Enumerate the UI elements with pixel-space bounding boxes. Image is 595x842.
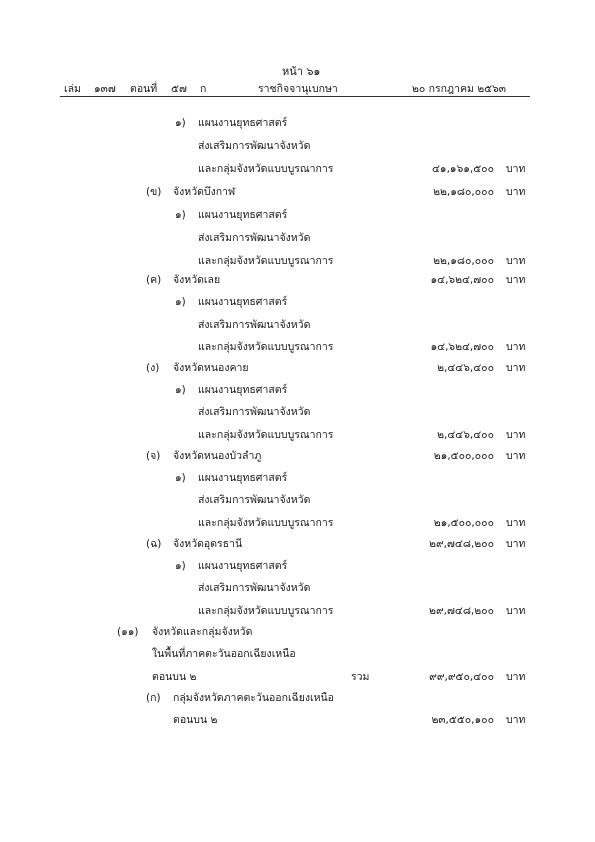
item-text: และกลุ่มจังหวัดแบบบูรณาการ <box>198 163 334 175</box>
item-amount: ๔๑,๑๖๑,๕๐๐ <box>431 163 494 175</box>
item-unit: บาท <box>506 517 526 529</box>
issue-label: ตอนที่ <box>130 83 158 95</box>
item-unit: บาท <box>506 255 526 267</box>
item-text: ส่งเสริมการพัฒนาจังหวัด <box>198 494 311 506</box>
item-unit: บาท <box>506 605 526 617</box>
volume-label: เล่ม <box>64 83 81 95</box>
item-text: ส่งเสริมการพัฒนาจังหวัด <box>198 582 311 594</box>
province-number: (ข) <box>146 186 162 198</box>
province-amount: ๑๔,๖๒๔,๗๐๐ <box>430 274 494 286</box>
province-unit: บาท <box>506 186 526 198</box>
item-text: และกลุ่มจังหวัดแบบบูรณาการ <box>198 341 334 353</box>
province-number: (จ) <box>146 450 161 462</box>
subgroup-title: ตอนบน ๒ <box>173 714 218 726</box>
province-amount: ๒๒,๑๘๐,๐๐๐ <box>433 186 494 198</box>
province-unit: บาท <box>506 362 526 374</box>
item-text: ส่งเสริมการพัฒนาจังหวัด <box>198 406 311 418</box>
item-amount: ๒๙,๗๔๘,๒๐๐ <box>429 605 494 617</box>
subgroup-amount: ๒๓,๕๕๐,๑๐๐ <box>431 714 494 726</box>
province-name: จังหวัดหนองคาย <box>173 362 249 374</box>
total-label: รวม <box>351 671 370 683</box>
item-number: ๑) <box>175 384 186 396</box>
province-amount: ๒,๔๔๖,๔๐๐ <box>437 362 494 374</box>
province-amount: ๒๙,๗๔๘,๒๐๐ <box>429 538 494 550</box>
item-number: ๑) <box>175 472 186 484</box>
item-unit: บาท <box>506 341 526 353</box>
province-number: (ค) <box>146 274 162 286</box>
item-text: แผนงานยุทธศาสตร์ <box>198 560 288 572</box>
subgroup-title: กลุ่มจังหวัดภาคตะวันออกเฉียงเหนือ <box>173 692 334 704</box>
subgroup-number: (ก) <box>146 692 161 704</box>
province-name: จังหวัดหนองบัวลำภู <box>173 450 262 462</box>
item-text: ส่งเสริมการพัฒนาจังหวัด <box>198 232 311 244</box>
item-unit: บาท <box>506 429 526 441</box>
province-amount: ๒๑,๕๐๐,๐๐๐ <box>433 450 494 462</box>
item-text: แผนงานยุทธศาสตร์ <box>198 117 288 129</box>
item-amount: ๒๒,๑๘๐,๐๐๐ <box>433 255 494 267</box>
header-divider <box>60 96 530 97</box>
province-number: (ง) <box>146 362 160 374</box>
group-title: ในพื้นที่ภาคตะวันออกเฉียงเหนือ <box>152 648 296 660</box>
province-name: จังหวัดบึงกาฬ <box>173 186 236 198</box>
item-text: ส่งเสริมการพัฒนาจังหวัด <box>198 140 311 152</box>
item-text: ส่งเสริมการพัฒนาจังหวัด <box>198 319 311 331</box>
province-name: จังหวัดเลย <box>173 274 221 286</box>
item-amount: ๑๔,๖๒๔,๗๐๐ <box>430 341 494 353</box>
item-text: แผนงานยุทธศาสตร์ <box>198 296 288 308</box>
item-text: และกลุ่มจังหวัดแบบบูรณาการ <box>198 429 334 441</box>
group-title: จังหวัดและกลุ่มจังหวัด <box>152 626 253 638</box>
province-name: จังหวัดอุดรธานี <box>173 538 243 550</box>
province-unit: บาท <box>506 450 526 462</box>
item-number: ๑) <box>175 296 186 308</box>
province-unit: บาท <box>506 274 526 286</box>
item-number: ๑) <box>175 117 186 129</box>
page-number: หน้า ๖๑ <box>282 65 321 78</box>
subgroup-unit: บาท <box>506 714 526 726</box>
group-title: ตอนบน ๒ <box>152 671 197 683</box>
item-text: และกลุ่มจังหวัดแบบบูรณาการ <box>198 517 334 529</box>
item-text: แผนงานยุทธศาสตร์ <box>198 384 288 396</box>
item-amount: ๒๑,๕๐๐,๐๐๐ <box>433 517 494 529</box>
issue-date: ๒๐ กรกฎาคม ๒๕๖๓ <box>412 83 506 95</box>
province-unit: บาท <box>506 538 526 550</box>
item-text: แผนงานยุทธศาสตร์ <box>198 472 288 484</box>
volume-number: ๑๓๗ <box>94 83 116 95</box>
issue-number: ๕๗ <box>171 83 187 95</box>
item-text: และกลุ่มจังหวัดแบบบูรณาการ <box>198 605 334 617</box>
province-number: (ฉ) <box>146 538 162 550</box>
group-amount: ๙๙,๙๕๐,๔๐๐ <box>429 671 494 683</box>
gazette-name: ราชกิจจานุเบกษา <box>258 83 338 95</box>
item-unit: บาท <box>506 163 526 175</box>
item-number: ๑) <box>175 209 186 221</box>
group-number: (๑๑) <box>117 626 139 638</box>
item-text: และกลุ่มจังหวัดแบบบูรณาการ <box>198 255 334 267</box>
item-number: ๑) <box>175 560 186 572</box>
item-text: แผนงานยุทธศาสตร์ <box>198 209 288 221</box>
issue-type: ก <box>200 83 207 95</box>
item-amount: ๒,๔๔๖,๔๐๐ <box>437 429 494 441</box>
group-unit: บาท <box>506 671 526 683</box>
